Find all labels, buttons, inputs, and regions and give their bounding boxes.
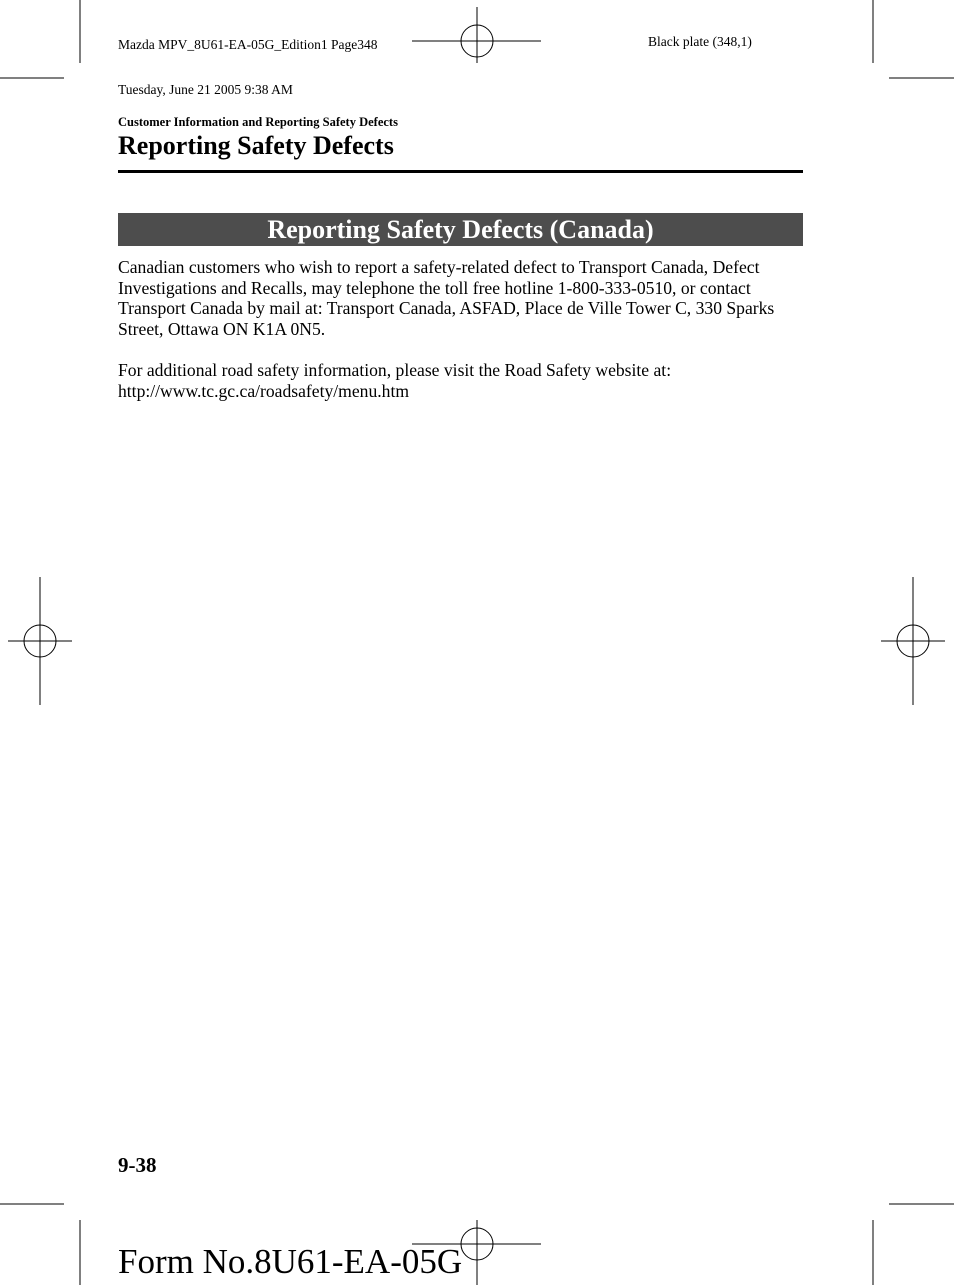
form-number: Form No.8U61-EA-05G: [118, 1242, 463, 1281]
registration-mark-left: [8, 577, 72, 705]
paragraph-road-safety: [118, 360, 808, 401]
plate-label: Black plate (348,1): [648, 34, 752, 49]
registration-mark-top: [412, 7, 541, 63]
title-divider: [118, 170, 803, 173]
page-number: 9-38: [118, 1153, 157, 1177]
section-heading: Reporting Safety Defects (Canada): [118, 213, 803, 246]
print-info: [118, 7, 377, 112]
paragraph-contact: Canadian customers who wish to report a safety-related defect to Transport Canada, Defect Investigations and Recalls, may telephone the toll free hotline 1-800-333-0510, or contact Transport Canada by mail at: Transport Canada, ASFAD, Place de Ville Tower C, 330 Sparks Street, Ottawa ON K1A 0N5.: [118, 257, 775, 340]
breadcrumb: Customer Information and Reporting Safety Defects: [118, 115, 398, 129]
registration-mark-right: [881, 577, 945, 705]
paragraph-road-safety-text: For additional road safety information, please visit the Road Safety website at:: [118, 360, 672, 380]
print-info-date-line: Tuesday, June 21 2005 9:38 AM: [118, 82, 293, 97]
road-safety-url: http://www.tc.gc.ca/roadsafety/menu.htm: [118, 380, 410, 401]
page-title: Reporting Safety Defects: [118, 131, 394, 160]
print-info-job-line: Mazda MPV_8U61-EA-05G_Edition1 Page348: [118, 37, 378, 52]
